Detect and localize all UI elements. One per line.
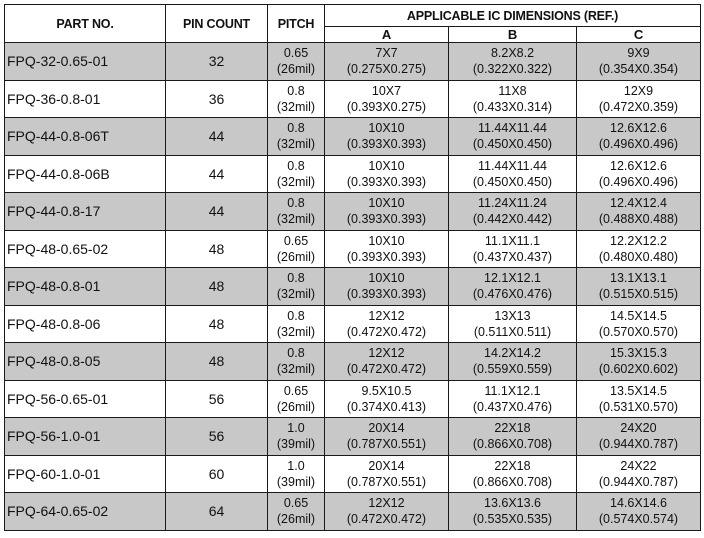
pitch-mil: (26mil) <box>276 249 316 264</box>
pitch-cell <box>268 418 325 456</box>
dimension-a-mm: 20X14 <box>368 458 405 473</box>
dimension-c-mm: 24X20 <box>620 421 657 436</box>
dimension-c-inch: (0.488X0.488) <box>598 212 679 227</box>
header-pitch: PITCH <box>268 5 325 43</box>
table-row <box>5 43 701 81</box>
pitch-cell <box>268 155 325 193</box>
dimension-b-cell <box>449 418 577 456</box>
pin-count-cell: 48 <box>166 343 268 381</box>
dimension-b-inch: (0.450X0.450) <box>472 174 553 189</box>
pitch-mm: 0.8 <box>287 308 305 323</box>
pitch-cell <box>268 493 325 531</box>
dimension-b-inch: (0.450X0.450) <box>472 137 553 152</box>
dimension-c-inch: (0.944X0.787) <box>598 437 679 452</box>
part-number-cell: FPQ-44-0.8-17 <box>5 193 166 231</box>
dimension-c-mm: 14.6X14.6 <box>610 496 667 511</box>
pin-count-cell: 32 <box>166 43 268 81</box>
pitch-mm: 0.65 <box>283 383 309 398</box>
header-col-c: C <box>577 27 701 43</box>
table-row <box>5 193 701 231</box>
table-header <box>5 5 701 43</box>
dimension-b-mm: 8.2X8.2 <box>490 46 535 61</box>
dimension-b-cell <box>449 343 577 381</box>
dimension-c-cell <box>577 193 701 231</box>
dimension-b-mm: 11.44X11.44 <box>477 121 548 136</box>
dimension-c-inch: (0.472X0.359) <box>598 99 679 114</box>
pitch-cell <box>268 80 325 118</box>
spec-table-container <box>4 4 701 531</box>
dimension-b-inch: (0.322X0.322) <box>472 62 553 77</box>
dimension-a-cell <box>325 230 449 268</box>
pitch-mm: 0.8 <box>287 121 305 136</box>
pitch-mil: (39mil) <box>276 437 316 452</box>
dimension-a-cell <box>325 193 449 231</box>
pitch-mil: (32mil) <box>276 137 316 152</box>
dimension-b-cell <box>449 193 577 231</box>
pitch-mm: 0.8 <box>287 83 305 98</box>
table-row <box>5 305 701 343</box>
table-row <box>5 230 701 268</box>
dimension-b-inch: (0.476X0.476) <box>472 287 553 302</box>
part-number-cell: FPQ-44-0.8-06B <box>5 155 166 193</box>
pitch-mm: 0.8 <box>287 271 305 286</box>
pitch-mil: (32mil) <box>276 362 316 377</box>
dimension-a-inch: (0.393X0.393) <box>346 249 427 264</box>
dimension-c-cell <box>577 80 701 118</box>
dimension-c-cell <box>577 230 701 268</box>
pin-count-cell: 48 <box>166 268 268 306</box>
dimension-c-cell <box>577 155 701 193</box>
pitch-mm: 0.65 <box>283 233 309 248</box>
dimension-c-mm: 15.3X15.3 <box>610 346 667 361</box>
pin-count-cell: 44 <box>166 193 268 231</box>
part-number-cell: FPQ-48-0.65-02 <box>5 230 166 268</box>
pitch-mil: (39mil) <box>276 474 316 489</box>
header-row-top <box>5 5 701 27</box>
dimension-c-cell <box>577 343 701 381</box>
pitch-mil: (32mil) <box>276 99 316 114</box>
header-col-b: B <box>449 27 577 43</box>
dimension-b-inch: (0.866X0.708) <box>472 437 553 452</box>
dimension-c-cell <box>577 118 701 156</box>
pin-count-cell: 44 <box>166 118 268 156</box>
dimension-b-mm: 22X18 <box>494 458 531 473</box>
dimension-a-mm: 12X12 <box>368 346 405 361</box>
dimension-b-mm: 11.1X12.1 <box>484 383 541 398</box>
pitch-cell <box>268 343 325 381</box>
table-row <box>5 80 701 118</box>
dimension-a-mm: 10X10 <box>368 158 405 173</box>
dimension-a-cell <box>325 118 449 156</box>
pin-count-cell: 56 <box>166 380 268 418</box>
dimension-a-cell <box>325 80 449 118</box>
pitch-cell <box>268 305 325 343</box>
dimension-b-inch: (0.437X0.437) <box>472 249 553 264</box>
dimension-b-inch: (0.866X0.708) <box>472 474 553 489</box>
pin-count-cell: 64 <box>166 493 268 531</box>
dimension-c-mm: 12X9 <box>623 83 654 98</box>
dimension-a-inch: (0.787X0.551) <box>346 474 427 489</box>
pitch-mm: 1.0 <box>287 421 305 436</box>
part-number-cell: FPQ-56-0.65-01 <box>5 380 166 418</box>
dimension-b-inch: (0.437X0.476) <box>472 399 553 414</box>
dimension-c-inch: (0.570X0.570) <box>598 324 679 339</box>
pin-count-cell: 44 <box>166 155 268 193</box>
dimension-b-mm: 22X18 <box>494 421 531 436</box>
pitch-mm: 0.65 <box>283 496 309 511</box>
dimension-a-cell <box>325 268 449 306</box>
pitch-mm: 1.0 <box>287 458 305 473</box>
dimension-c-inch: (0.602X0.602) <box>598 362 679 377</box>
pitch-mm: 0.8 <box>287 158 305 173</box>
table-row <box>5 118 701 156</box>
table-row <box>5 380 701 418</box>
pitch-mm: 0.8 <box>287 346 305 361</box>
dimension-a-mm: 12X12 <box>368 308 405 323</box>
dimension-b-cell <box>449 118 577 156</box>
part-number-cell: FPQ-32-0.65-01 <box>5 43 166 81</box>
header-part-no: PART NO. <box>5 5 166 43</box>
dimension-a-cell <box>325 343 449 381</box>
pitch-mil: (32mil) <box>276 324 316 339</box>
pitch-mm: 0.8 <box>287 196 305 211</box>
dimension-c-inch: (0.515X0.515) <box>598 287 679 302</box>
pin-count-cell: 36 <box>166 80 268 118</box>
dimension-a-mm: 12X12 <box>368 496 405 511</box>
part-number-cell: FPQ-36-0.8-01 <box>5 80 166 118</box>
pitch-mm: 0.65 <box>283 46 309 61</box>
dimension-b-cell <box>449 268 577 306</box>
dimension-b-mm: 11.44X11.44 <box>477 158 548 173</box>
dimension-b-cell <box>449 380 577 418</box>
pitch-cell <box>268 455 325 493</box>
table-body <box>5 43 701 531</box>
dimension-a-cell <box>325 43 449 81</box>
dimension-a-inch: (0.393X0.393) <box>346 287 427 302</box>
dimension-c-inch: (0.354X0.354) <box>598 62 679 77</box>
part-number-cell: FPQ-44-0.8-06T <box>5 118 166 156</box>
dimension-b-inch: (0.442X0.442) <box>472 212 553 227</box>
pin-count-cell: 48 <box>166 305 268 343</box>
dimension-c-cell <box>577 305 701 343</box>
dimension-c-mm: 14.5X14.5 <box>610 308 667 323</box>
dimension-b-mm: 11.1X11.1 <box>484 233 541 248</box>
header-col-a: A <box>325 27 449 43</box>
pitch-cell <box>268 268 325 306</box>
dimension-b-cell <box>449 43 577 81</box>
dimension-a-mm: 20X14 <box>368 421 405 436</box>
dimension-a-inch: (0.393X0.393) <box>346 137 427 152</box>
dimension-a-cell <box>325 155 449 193</box>
ic-dimensions-table <box>4 4 701 531</box>
dimension-b-cell <box>449 455 577 493</box>
dimension-c-cell <box>577 268 701 306</box>
table-row <box>5 455 701 493</box>
pitch-cell <box>268 43 325 81</box>
dimension-a-mm: 10X10 <box>368 271 405 286</box>
part-number-cell: FPQ-60-1.0-01 <box>5 455 166 493</box>
table-row <box>5 343 701 381</box>
dimension-a-inch: (0.393X0.393) <box>346 174 427 189</box>
dimension-a-cell <box>325 455 449 493</box>
dimension-b-mm: 11.24X11.24 <box>477 196 548 211</box>
dimension-b-inch: (0.535X0.535) <box>472 512 553 527</box>
dimension-b-mm: 13X13 <box>494 308 531 323</box>
dimension-c-mm: 13.1X13.1 <box>610 271 667 286</box>
dimension-a-cell <box>325 418 449 456</box>
dimension-b-cell <box>449 155 577 193</box>
part-number-cell: FPQ-56-1.0-01 <box>5 418 166 456</box>
pitch-cell <box>268 118 325 156</box>
dimension-c-mm: 13.5X14.5 <box>610 383 667 398</box>
dimension-c-cell <box>577 43 701 81</box>
pitch-cell <box>268 230 325 268</box>
pitch-cell <box>268 380 325 418</box>
dimension-c-inch: (0.944X0.787) <box>598 474 679 489</box>
dimension-c-cell <box>577 380 701 418</box>
dimension-c-mm: 12.6X12.6 <box>610 121 667 136</box>
dimension-b-inch: (0.433X0.314) <box>472 99 553 114</box>
dimension-a-cell <box>325 305 449 343</box>
dimension-b-inch: (0.511X0.511) <box>473 324 552 339</box>
dimension-c-mm: 12.2X12.2 <box>610 233 667 248</box>
dimension-c-mm: 12.6X12.6 <box>610 158 667 173</box>
part-number-cell: FPQ-64-0.65-02 <box>5 493 166 531</box>
dimension-a-mm: 10X10 <box>368 196 405 211</box>
dimension-b-cell <box>449 305 577 343</box>
part-number-cell: FPQ-48-0.8-05 <box>5 343 166 381</box>
dimension-a-inch: (0.472X0.472) <box>346 324 427 339</box>
pitch-cell <box>268 193 325 231</box>
dimension-c-cell <box>577 455 701 493</box>
dimension-a-inch: (0.393X0.393) <box>346 212 427 227</box>
dimension-c-cell <box>577 493 701 531</box>
dimension-a-inch: (0.374X0.413) <box>346 399 427 414</box>
pitch-mil: (26mil) <box>276 62 316 77</box>
table-row <box>5 493 701 531</box>
header-ic-dimensions: APPLICABLE IC DIMENSIONS (REF.) <box>325 5 701 27</box>
dimension-b-cell <box>449 230 577 268</box>
dimension-a-mm: 10X10 <box>368 121 405 136</box>
pitch-mil: (32mil) <box>276 174 316 189</box>
table-row <box>5 268 701 306</box>
dimension-a-mm: 9.5X10.5 <box>361 383 412 398</box>
header-pin-count: PIN COUNT <box>166 5 268 43</box>
dimension-a-inch: (0.275X0.275) <box>346 62 427 77</box>
dimension-b-cell <box>449 493 577 531</box>
dimension-c-cell <box>577 418 701 456</box>
pitch-mil: (32mil) <box>276 287 316 302</box>
dimension-a-mm: 10X10 <box>368 233 405 248</box>
table-row <box>5 418 701 456</box>
pin-count-cell: 48 <box>166 230 268 268</box>
part-number-cell: FPQ-48-0.8-06 <box>5 305 166 343</box>
dimension-a-mm: 10X7 <box>371 83 402 98</box>
dimension-b-mm: 11X8 <box>498 83 527 98</box>
dimension-a-inch: (0.393X0.275) <box>346 99 427 114</box>
dimension-a-cell <box>325 493 449 531</box>
dimension-c-inch: (0.531X0.570) <box>598 399 679 414</box>
dimension-b-inch: (0.559X0.559) <box>472 362 553 377</box>
dimension-a-mm: 7X7 <box>375 46 398 61</box>
dimension-c-mm: 24X22 <box>620 458 657 473</box>
pin-count-cell: 56 <box>166 418 268 456</box>
dimension-b-mm: 13.6X13.6 <box>484 496 541 511</box>
dimension-c-mm: 12.4X12.4 <box>610 196 667 211</box>
part-number-cell: FPQ-48-0.8-01 <box>5 268 166 306</box>
dimension-b-mm: 12.1X12.1 <box>484 271 541 286</box>
dimension-a-inch: (0.472X0.472) <box>346 362 427 377</box>
pitch-mil: (26mil) <box>276 399 316 414</box>
pin-count-cell: 60 <box>166 455 268 493</box>
dimension-b-mm: 14.2X14.2 <box>484 346 541 361</box>
dimension-c-inch: (0.496X0.496) <box>598 174 679 189</box>
dimension-c-inch: (0.496X0.496) <box>598 137 679 152</box>
dimension-c-inch: (0.574X0.574) <box>598 512 679 527</box>
dimension-b-cell <box>449 80 577 118</box>
dimension-a-inch: (0.472X0.472) <box>346 512 427 527</box>
dimension-a-inch: (0.787X0.551) <box>346 437 427 452</box>
dimension-c-mm: 9X9 <box>627 46 650 61</box>
dimension-a-cell <box>325 380 449 418</box>
dimension-c-inch: (0.480X0.480) <box>598 249 679 264</box>
pitch-mil: (32mil) <box>276 212 316 227</box>
pitch-mil: (26mil) <box>276 512 316 527</box>
table-row <box>5 155 701 193</box>
